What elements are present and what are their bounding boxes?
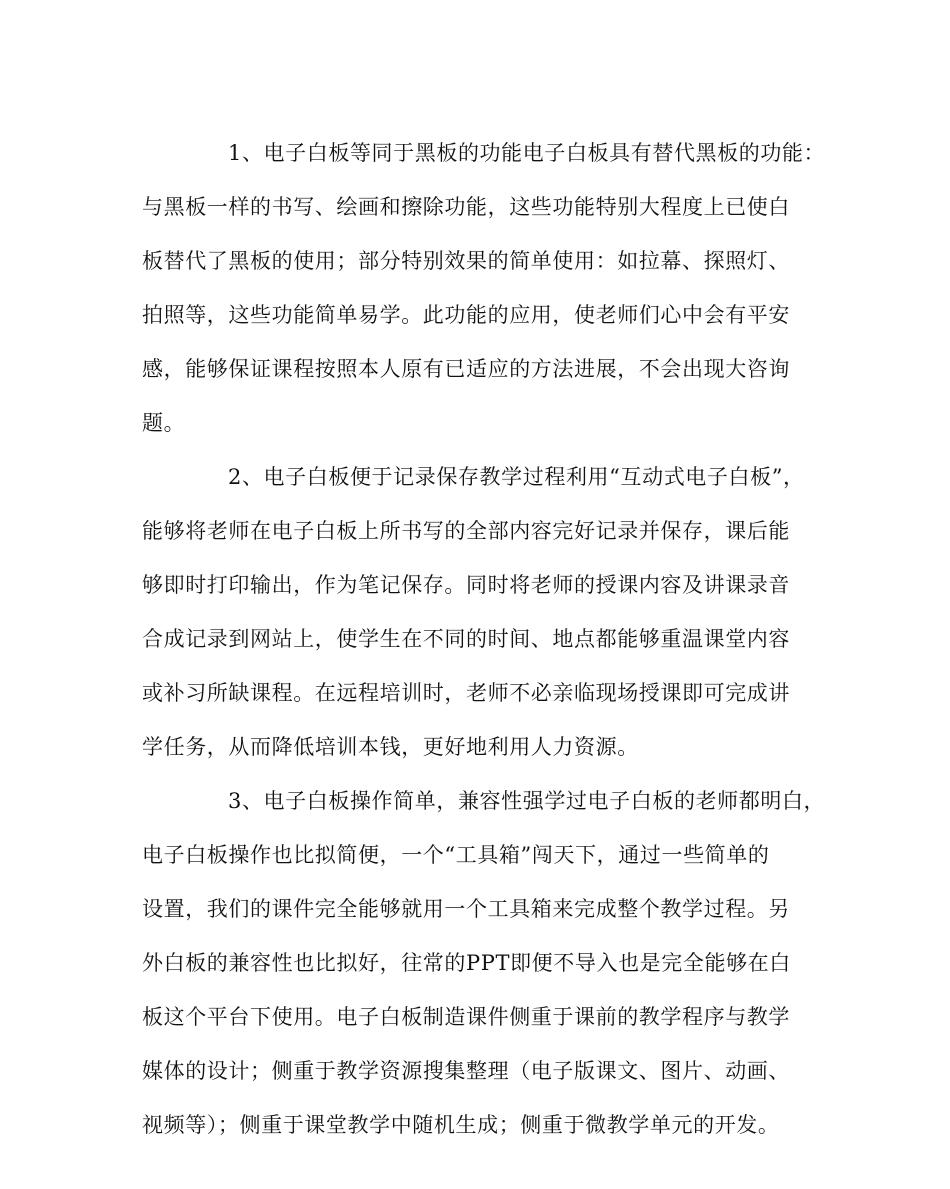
paragraph-3 <box>142 774 832 1152</box>
text-line: 2、电子白板便于记录保存教学过程利用“互动式电子白板”， <box>228 465 805 489</box>
text-line: 拍照等，这些功能简单易学。此功能的应用，使老师们心中会有平安 <box>142 303 790 327</box>
text-line: 够即时打印输出，作为笔记保存。同时将老师的授课内容及讲课录音 <box>142 573 790 597</box>
text-line: 电子白板操作也比拟简便，一个“工具箱”闯天下，通过一些简单的 <box>142 843 770 867</box>
text-line: 设置，我们的课件完全能够就用一个工具箱来完成整个教学过程。另 <box>142 897 790 921</box>
paragraph-2 <box>142 450 832 774</box>
paragraph-1 <box>142 126 832 450</box>
text-line: 3、电子白板操作简单，兼容性强学过电子白板的老师都明白， <box>228 789 826 813</box>
document-body <box>142 126 832 1152</box>
text-line: 外白板的兼容性也比拟好，往常的PPT即便不导入也是完全能够在白 <box>142 951 791 975</box>
text-line: 1、电子白板等同于黑板的功能电子白板具有替代黑板的功能： <box>228 141 826 165</box>
text-line: 媒体的设计；侧重于教学资源搜集整理（电子版课文、图片、动画、 <box>142 1059 790 1083</box>
text-line: 学任务，从而降低培训本钱，更好地利用人力资源。 <box>142 735 639 759</box>
text-line: 感，能够保证课程按照本人原有已适应的方法进展，不会出现大咨询 <box>142 357 790 381</box>
text-line: 合成记录到网站上，使学生在不同的时间、地点都能够重温课堂内容 <box>142 627 790 651</box>
text-line: 板这个平台下使用。电子白板制造课件侧重于课前的教学程序与教学 <box>142 1005 790 1029</box>
text-line: 或补习所缺课程。在远程培训时，老师不必亲临现场授课即可完成讲 <box>142 681 790 705</box>
text-line: 题。 <box>142 411 186 435</box>
text-line: 能够将老师在电子白板上所书写的全部内容完好记录并保存，课后能 <box>142 519 790 543</box>
text-line: 板替代了黑板的使用；部分特别效果的简单使用：如拉幕、探照灯、 <box>142 249 790 273</box>
text-line: 视频等）；侧重于课堂教学中随机生成；侧重于微教学单元的开发。 <box>142 1113 780 1137</box>
text-line: 与黑板一样的书写、绘画和擦除功能，这些功能特别大程度上已使白 <box>142 195 790 219</box>
